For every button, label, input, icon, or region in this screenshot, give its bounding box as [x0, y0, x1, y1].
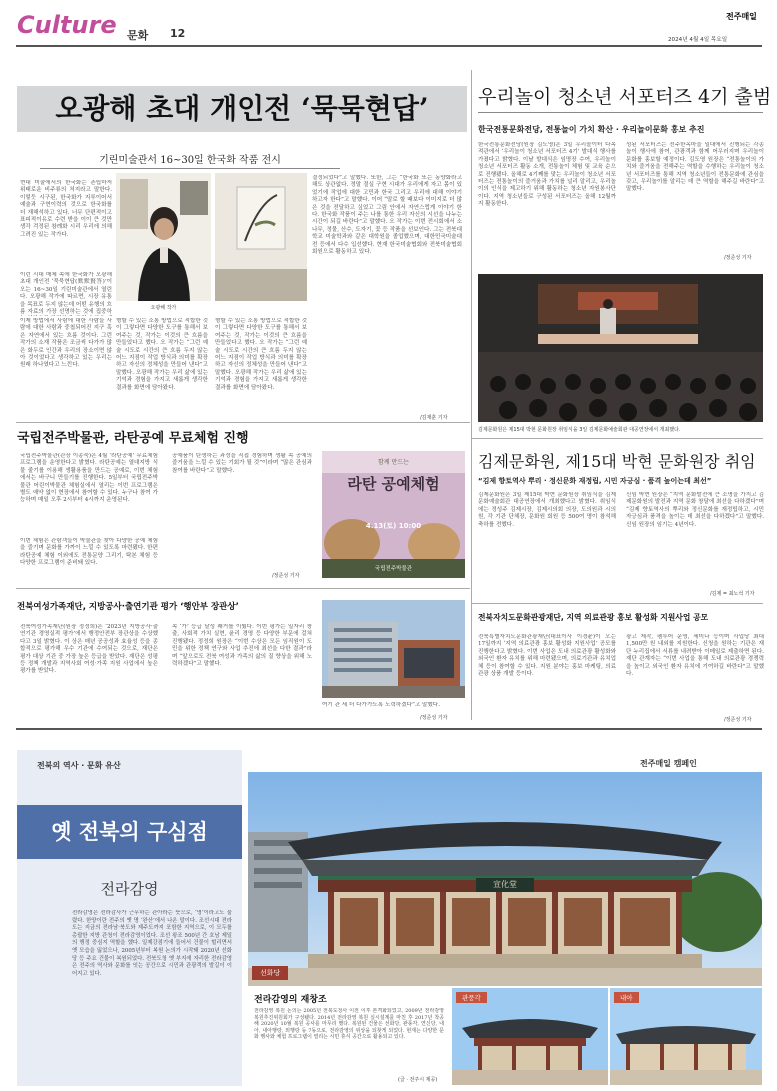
campaign-series: 전북의 역사 · 문화 유산: [37, 761, 121, 770]
a6-text-1: 전북특별자치도문화관광재단(대표이사 이경윤)이 오는 17일까지 ‘지역 의료관광 홍보 활성화 지원사업’ 공모를 진행한다고 밝혔다. 이번 사업은 도내 의료관광 활성화와 외국인 환자 유치를 위해 마련됐으며, 의료기관과 유치업체 등이 참여할 수 있다. 지원 분야는 홍보 마케팅, 의료관광 상품 개발 등이다.: [478, 634, 616, 678]
campaign-title-band: [17, 805, 242, 859]
a1-subheadline: 기린미술관서 16~30일 한국화 작품 전시: [99, 155, 281, 166]
a2-bottom-rule: [472, 438, 763, 439]
a2-text-2: 성된 서포터즈는 전주한옥마을 일대에서 진행되는 각종 놀이 행사에 참여, 관광객과 함께 어우러지며 우리놀이 문화를 홍보할 예정이다. 김도영 원장은 “전통놀이의 가치와 즐거움을 전해주는 역할을 수행하는 우리놀이 청소년 서포터즈를 통해 지역 청소년들이 전통문화에 관심을 갖고, 우리놀이를 알리는 데 큰 역할을 해주길 바란다”고 말했다.: [626, 142, 764, 193]
a1-headline: 오광해 초대 개인전 ‘묵묵현답’: [55, 92, 429, 125]
a3-poster: [322, 451, 465, 578]
poster-date: 4.13(토) 10:00: [365, 522, 422, 530]
a4-headline: 김제문화원, 제15대 박현 문화원장 취임: [478, 452, 756, 471]
campaign-title: 옛 전북의 구심점: [51, 819, 208, 844]
a5-headline: 전북여성가족재단, 지방공사·출연기관 평가 ‘행안부 장관상’: [17, 602, 239, 612]
seonhwadang-photo: [248, 772, 762, 986]
a3-text-1: 국립전주박물관(관장 이종숙)은 4월 ‘라탄공예’ 무료체험 프로그램을 운영한다고 밝혔다. 라탄공예는 열대지방 식물 줄기를 이용해 생활용품을 만드는 공예로, 이번 체험에서는 바구니 만들기를 진행한다. 5일부터 국립전주박물관 어린이박물관 체험실에서 열리는 이번 프로그램은 별도 예약 없이 현장에서 참여할 수 있다. 누구나 참여 가능하며 매일 오후 2시부터 4시까지 운영된다.: [20, 453, 158, 504]
a1-artwork-photo: [215, 173, 307, 301]
poster-top-text: 함께 만드는: [378, 459, 409, 466]
a2-subheadline: 한국전통문화전당, 전통놀이 가치 확산 · 우리놀이문화 홍보 추진: [478, 125, 705, 134]
rebuild-body: 전라감영 복원 논의는 2005년 전북도청사 이전 이후 본격화되었고, 2009년 전라감영 복원추진위원회가 구성됐다. 2014년 전라감영 복원 실시설계를 마친 후 2017년 착공해 2020년 10월 복원 공사를 마무리 했다. 복원된 건물은 선화당, 관풍각, 연신당, 내아, 내아행랑, 외행랑 등 7동으로, 전라감영의 위상을 되찾게 되었다. 현재는 다양한 문화 행사와 체험 프로그램이 열리는 시민 휴식 공간으로 활용되고 있다.: [254, 1008, 444, 1041]
poster-org: 국립전주박물관: [374, 566, 413, 572]
a5-text-2: 속 ‘가’ 등급 달성 쾌거를 이뤘다. 이번 평가는 일자리 창출, 사회적 가치 실현, 윤리 경영 등 다양한 부문에 걸쳐 진행됐다. 정정희 원장은 “이번 수상은 모든 임직원이 도민을 위한 정책 연구와 사업 추진에 최선을 다한 결과”라며 “앞으로도 전북 여성과 가족의 삶의 질 향상을 위해 노력하겠다”고 말했다.: [172, 624, 312, 668]
a6-headline: 전북자치도문화관광재단, 지역 의료관광 홍보 활성화 지원사업 공모: [478, 613, 709, 622]
a4-text-1: 김제문화원은 3일 제15대 박현 문화원장 취임식을 김제문화예술회관 대공연장에서 개최했다고 밝혔다. 취임식에는 정성주 김제시장, 김제시의회 의장, 도의원과 시의원, 각 기관 단체장, 문화원 회원 등 500여 명이 참석해 축하를 전했다.: [478, 492, 616, 528]
tag-gwanpunggak: 관풍각: [456, 992, 487, 1003]
a3-text-3: 공예품이 탄생하는 과정을 직접 경험하며 생활 속 공예의 즐거움을 느낄 수 있는 기회가 될 것”이라며 “많은 관심과 참여를 바란다”고 말했다.: [172, 453, 312, 474]
campaign-subtitle: 전라감영: [100, 880, 159, 898]
a1-artist-photo: [116, 173, 211, 301]
poster-title: 라탄 공예체험: [347, 475, 440, 493]
campaign-left-panel: [17, 750, 242, 1086]
a1-text-1: 현대 미술에서의 한국화는 존립마저 위태로운 비주류의 처지라고 말한다. 이렇듯 시구된, 한국화가 지루이어서 예술과 구현이력의 것으로 한국화를 더 재해석하고 있다. 너무 단편적이고 표피적이유로 수련 받을 이이 큰 것만 생각 걱정된 참례화 시리 우리에 의해 그려진 있는 작가다.: [20, 180, 112, 238]
a5-byline: /정준성 기자: [420, 715, 448, 721]
header-rule: [16, 45, 762, 47]
a3-text-2: 이번 체험은 관람객들이 박물관을 찾아 다양한 공예 체험을 즐기며 문화를 가까이 느낄 수 있도록 마련됐다. 한편 라탄공예 체험 이외에도 전통문양 그리기, 탁본 체험 등 다양한 프로그램이 준비돼 있다.: [20, 538, 158, 567]
a5-text-1: 전북여성가족재단(원장 정정희)은 ‘2023년 지방공사·출연기관 경영실적 평가’에서 행정안전부 장관상을 수상했다고 3일 밝혔다. 이 상은 매년 공공성과 효율성 등을 종합적으로 평가해 우수 기관에 수여되는 것으로, 재단은 평가 대상 기관 중 가장 높은 등급을 받았다. 재단은 성평등 정책 개발과 지역사회 여성·가족 지원 사업에서 높은 평가를 받았다.: [20, 624, 158, 675]
a1-text-2b: 이제 방법에서 사람에 대한 사람들 사람에 대한 사람과 중첩되어진 지구 혹은 자연에서 있는 흐름 것이다. 그런 작가의 소재 작품은 조금씩 다가가 많은 화두로 인간과 우리의 장소이면 않아 것이었다고 생각하고 있는 우리는 원래 하나였다고 느낀다.: [20, 318, 112, 369]
campaign-body: 전라감영은 전라감사가 근무하는 관아라는 뜻으로, ‘영’이라고도 불렸다. 한양이란 전주의 옛 명 ‘완산’에서 나온 말이다. 조선시대 전라도는 지금의 전라남·북도와 제주도까지 포함한 지역으로, 이 모두를 총괄한 지방 관청이 전라감영이었다. 조선 왕조 500년 간 호남 제일의 행정 중심지 역할을 했다. 일제강점기에 들어서 건물이 헐리면서 옛 모습을 잃었으나, 2005년부터 복원 논의가 시작돼 2020년 선화당 등 주요 건물이 복원되었다. 전북도청 옛 부지에 자리한 전라감영은 전주의 역사와 문화를 잇는 공간으로 시민과 관광객의 발길이 이어지고 있다.: [72, 910, 232, 977]
column-divider: [471, 70, 472, 720]
a1-headline-box: [17, 86, 467, 132]
a1-bottom-rule: [16, 422, 470, 423]
tag-seonhwadang: 선화당: [252, 966, 288, 980]
a4-subheadline: “김제 향토역사 뿌리 · 정신문화 재정립, 시민 자긍심 · 품격 높이는데 최선”: [478, 477, 712, 485]
rebuild-title: 전라감영의 재창조: [254, 995, 327, 1005]
rebuild-box: [248, 988, 448, 1088]
a6-byline: /정준성 기자: [724, 717, 752, 723]
a2-byline: /정준성 기자: [724, 255, 752, 261]
a1-text-4b: 형할 수 있는 소통 방법으로 적합한 것이 그렇다면 다양한 도구를 통해서 보여주는 것, 작가는 이것의 큰 흐름을 만들었다고 했다. 오 작가는 “그런 예술 시도로 시간의 큰 흐름 두지 않는 어느 지점이 작업 방식과 의미를 확장하고 자신의 정체성을 만들어 낸다”고 말했다. 오광해 작가는 우리 삶에 있는 기억과 경험을 가지고 새롭게 생각한 결과를 화면에 담아왔다.: [215, 318, 307, 391]
a4-bottom-rule: [472, 603, 763, 604]
a2-text-1: 한국전통문화전당(원장 김도영)은 3일 우리놀이터 다목적관에서 ‘우리놀이 청소년 서포터즈 4기’ 발대식 행사를 가졌다고 밝혔다. 이날 발대식은 임명장 수여, 우리놀이 청소년 서포터즈 활동 소개, 전통놀이 체험 및 교육 순으로 진행됐다. 올해로 4기째를 맞는 우리놀이 청소년 서포터즈는 전통놀이의 즐거움과 가치를 널리 알리고, 우리놀이의 인식을 제고하기 위해 활동하는 청소년 자원봉사단이다. 지역 청소년들로 구성된 서포터즈는 올해 12월까지 활동한다.: [478, 142, 616, 208]
rebuild-credit: (글 · 전주시 제공): [398, 1077, 438, 1083]
a1-text-2a: 이런 시대 매체 속에 한국화가 오광해 초대 개인전 ‘묵묵현답(默默賢答)’이 오는 16~30일 기린미술관에서 열린다. 오광해 작가에 따르면, 시장 유통을 목표로 두지 않는데 어떤 유행의 흐름 자료의 가장 선명하는 것에 집중하: [20, 272, 112, 316]
a2-headline: 우리놀이 청소년 서포터즈 4기 출범: [478, 86, 772, 108]
tag-naea: 내아: [614, 992, 639, 1003]
gwanpunggak-photo: [452, 988, 608, 1085]
naea-photo: [610, 988, 762, 1085]
a2-photo-caption: 김제문화원은 제15대 박현 문화원장 취임식을 3일 김제문화예술회관 대공연장에서 개최했다.: [478, 427, 681, 433]
a3-headline: 국립전주박물관, 라탄공예 무료체험 진행: [17, 431, 249, 446]
a2-ceremony-photo: [478, 274, 763, 422]
a3-byline: /정준성 기자: [272, 573, 300, 579]
campaign-top-rule: [16, 728, 762, 730]
a4-byline: /김제 = 최노석 기자: [710, 591, 755, 597]
a1-photo-caption: 오광해 작가: [150, 305, 177, 311]
a5-building-photo: [322, 600, 465, 698]
a1-text-5: 결정되었다”고 말했다. 또한, 그는 “한국화 또는 동양화라고 해도 상관없다. 정말 절실 구현 시대가 우리에게 자고 몸이 있었기에 작업에 대한 고민과 한국 그리고 우리에 대해 이야기 하고자 한다”고 말했다. 이어 “말로 할 때보다 이미지로 더 많은 것을 전달하고 싶었고 그림 안에서 자연스럽게 이야기 한다. 한국화 작품이 주는 나를 통한 우리 자신의 시선을 나누는 시간이 되길 바란다”고 말했다. 오 작가는 이번 전시회에서 소나무, 정물, 산수, 도자기, 꽃 등 작품을 선보인다. 그는 전북대학교 미술학과와 같은 대학원을 졸업했으며, 대한민국미술대전 등에서 다수 입선했다. 현재 한국미술협회와 전북미술협회 회원으로 활동하고 있다.: [312, 175, 462, 256]
section-latin: Culture: [17, 11, 117, 39]
a1-byline: /김재훈 기자: [420, 415, 448, 421]
a2-rule: [478, 112, 763, 113]
a3-bottom-rule: [16, 588, 470, 589]
a6-text-2: 광고 제작, 팸투어 운영, 세미나 등이며 사업당 최대 1,500만 원 내외를 지원한다. 신청을 원하는 기관은 재단 누리집에서 서류를 내려받아 이메일로 제출하면 된다. 재단 관계자는 “이번 사업을 통해 도내 의료관광 경쟁력을 높이고 외국인 환자 유치에 기여하길 바란다”고 말했다.: [626, 634, 764, 678]
a1-sub-rule: [40, 168, 340, 169]
campaign-brand: 전주매일 캠페인: [640, 759, 697, 768]
building-name-board: 宣化堂: [493, 880, 517, 889]
page-number: 12: [170, 27, 186, 40]
section-korean: 문화: [127, 29, 149, 42]
a4-text-2: 신임 박현 원장은 “지역 문화발전에 큰 소명을 가지고 김제문화원의 발전과 지역 문화 창달에 최선을 다하겠다”며 “김제 향토역사의 뿌리와 정신문화를 재정립하고, 시민 자긍심과 품격을 높이는 데 최선을 다하겠다”고 말했다. 신임 원장의 임기는 4년이다.: [626, 492, 764, 528]
a1-text-3: 형할 수 있는 소통 방법으로 적합한 것이 그렇다면 다양한 도구를 통해서 보여주는 것, 작가는 이것의 큰 흐름을 만들었다고 했다. 오 작가는 “그런 예술 시도로 시간의 큰 흐름 두지 않는 어느 지점이 작업 방식과 의미를 확장하고 자신의 정체성을 만들어 낸다”고 말했다. 오광해 작가는 우리 삶에 있는 기억과 경험을 가지고 새롭게 생각한 결과를 화면에 담아왔다.: [116, 318, 208, 391]
paper-name: 전주매일: [726, 12, 757, 21]
issue-date: 2024년 4월 4일 목요일: [668, 37, 728, 43]
page-header: [0, 0, 777, 50]
a5-text-3: 여기 관 세 더 다가가도록 노력하겠다”고 말했다.: [322, 702, 440, 708]
